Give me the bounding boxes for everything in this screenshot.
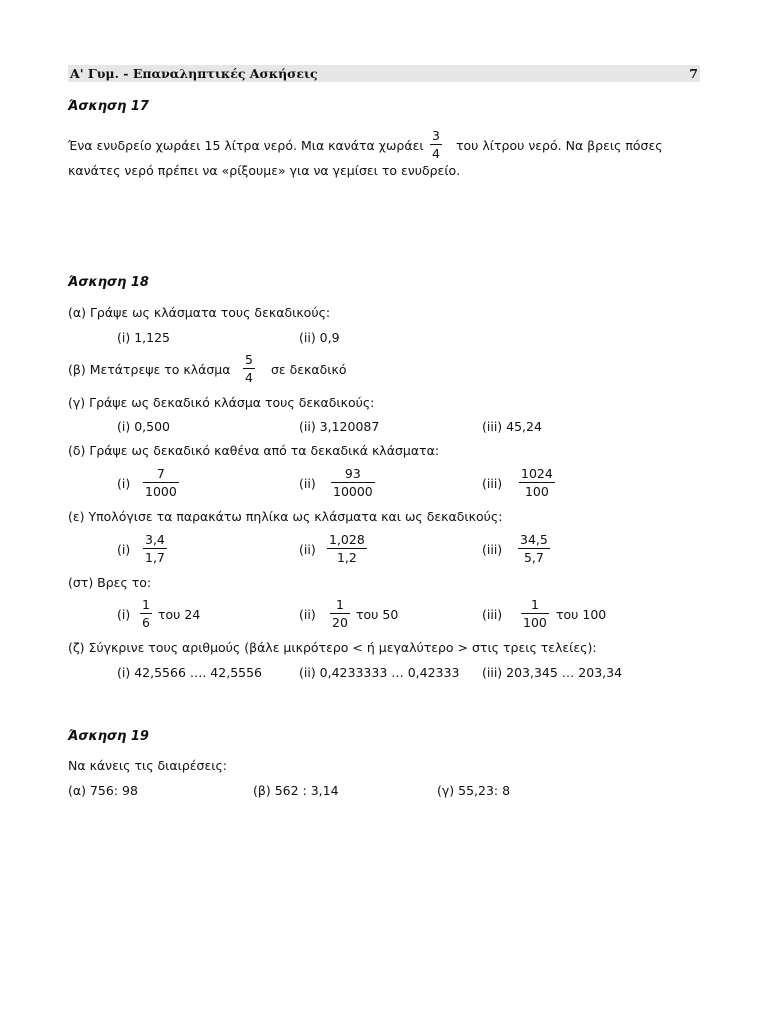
part-st-label-ii: (ii) bbox=[299, 607, 316, 622]
part-c-item-ii: (ii) 3,120087 bbox=[299, 419, 380, 434]
page-number: 7 bbox=[689, 66, 698, 81]
part-z-item-iii: (iii) 203,345 … 203,34 bbox=[482, 665, 623, 680]
part-a-item-ii: (ii) 0,9 bbox=[299, 330, 340, 345]
fraction-numerator: 7 bbox=[143, 466, 179, 483]
part-b-text-1: (β) Μετάτρεψε το κλάσμα bbox=[68, 362, 231, 377]
part-st-tail-ii: του 50 bbox=[356, 607, 399, 622]
fraction-numerator: 3,4 bbox=[145, 532, 165, 547]
exercise-17-fraction bbox=[430, 128, 442, 161]
fraction-denominator: 100 bbox=[523, 615, 547, 630]
part-e-label-iii: (iii) bbox=[482, 542, 503, 557]
part-z-instruction: (ζ) Σύγκρινε τους αριθμούς (βάλε μικρότερο < ή μεγαλύτερο > στις τρεις τελείες): bbox=[68, 640, 597, 655]
fraction-numerator: 1,028 bbox=[329, 532, 365, 547]
part-z-item-i: (i) 42,5566 …. 42,5556 bbox=[117, 665, 263, 680]
fraction-numerator: 1 bbox=[521, 597, 549, 614]
part-e-fraction-ii bbox=[327, 532, 367, 565]
part-d-fraction-ii bbox=[331, 466, 375, 499]
fraction-numerator: 3 bbox=[432, 128, 440, 143]
part-c-item-i: (i) 0,500 bbox=[117, 419, 170, 434]
fraction-denominator: 1,7 bbox=[145, 550, 165, 565]
part-b-text-2: σε δεκαδικό bbox=[271, 362, 347, 377]
fraction-numerator: 1 bbox=[142, 597, 150, 612]
part-d-fraction-i bbox=[143, 466, 179, 499]
fraction-numerator: 1024 bbox=[521, 466, 553, 481]
exercise-19-instruction: Να κάνεις τις διαιρέσεις: bbox=[68, 758, 228, 773]
fraction-numerator: 93 bbox=[331, 466, 375, 483]
fraction-denominator: 4 bbox=[245, 370, 253, 385]
part-e-fraction-iii bbox=[518, 532, 550, 565]
exercise-17-text-part2: του λίτρου νερό. Να βρεις πόσες bbox=[456, 138, 663, 153]
part-st-instruction: (στ) Βρες το: bbox=[68, 575, 152, 590]
part-st-fraction-ii bbox=[330, 597, 350, 630]
part-e-label-i: (i) bbox=[117, 542, 131, 557]
part-d-fraction-iii bbox=[519, 466, 555, 499]
fraction-numerator: 5 bbox=[245, 352, 253, 367]
fraction-denominator: 1,2 bbox=[336, 550, 357, 565]
part-d-label-i: (i) bbox=[117, 476, 131, 491]
fraction-denominator: 20 bbox=[332, 615, 348, 630]
part-d-instruction: (δ) Γράψε ως δεκαδικό καθένα από τα δεκαδικά κλάσματα: bbox=[68, 443, 440, 458]
exercise-19-item-b: (β) 562 : 3,14 bbox=[253, 783, 339, 798]
part-st-tail-i: του 24 bbox=[158, 607, 201, 622]
exercise-17-text-part1: Ένα ενυδρείο χωράει 15 λίτρα νερό. Μια κανάτα χωράει bbox=[68, 138, 424, 153]
part-a-item-i: (i) 1,125 bbox=[117, 330, 170, 345]
part-d-label-ii: (ii) bbox=[299, 476, 316, 491]
part-e-fraction-i bbox=[143, 532, 167, 565]
part-c-item-iii: (iii) 45,24 bbox=[482, 419, 542, 434]
fraction-denominator: 5,7 bbox=[523, 550, 544, 565]
part-st-tail-iii: του 100 bbox=[556, 607, 607, 622]
exercise-19-heading: Άσκηση 19 bbox=[68, 729, 149, 744]
part-c-instruction: (γ) Γράψε ως δεκαδικό κλάσμα τους δεκαδικούς: bbox=[68, 395, 375, 410]
fraction-denominator: 6 bbox=[142, 615, 150, 630]
exercise-18-heading: Άσκηση 18 bbox=[68, 275, 149, 290]
part-d-label-iii: (iii) bbox=[482, 476, 503, 491]
fraction-numerator: 34,5 bbox=[520, 532, 548, 547]
part-st-fraction-i bbox=[140, 597, 152, 630]
exercise-17-heading: Άσκηση 17 bbox=[68, 99, 149, 114]
part-st-label-iii: (iii) bbox=[482, 607, 503, 622]
fraction-denominator: 1000 bbox=[145, 484, 177, 499]
part-st-fraction-iii bbox=[521, 597, 549, 630]
exercise-17-text-line2: κανάτες νερό πρέπει να «ρίξουμε» για να γεμίσει το ενυδρείο. bbox=[68, 163, 461, 178]
part-e-instruction: (ε) Υπολόγισε τα παρακάτω πηλίκα ως κλάσματα και ως δεκαδικούς: bbox=[68, 509, 503, 524]
fraction-denominator: 4 bbox=[432, 146, 440, 161]
part-b-fraction bbox=[243, 352, 255, 385]
exercise-19-item-c: (γ) 55,23: 8 bbox=[437, 783, 511, 798]
part-st-label-i: (i) bbox=[117, 607, 131, 622]
part-e-label-ii: (ii) bbox=[299, 542, 316, 557]
fraction-denominator: 100 bbox=[524, 484, 549, 499]
part-z-item-ii: (ii) 0,4233333 … 0,42333 bbox=[299, 665, 460, 680]
page-header bbox=[68, 65, 700, 82]
header-title: Α' Γυμ. - Επαναληπτικές Ασκήσεις bbox=[70, 66, 318, 81]
exercise-19-item-a: (α) 756: 98 bbox=[68, 783, 138, 798]
part-a-instruction: (α) Γράψε ως κλάσματα τους δεκαδικούς: bbox=[68, 305, 331, 320]
fraction-denominator: 10000 bbox=[333, 484, 373, 499]
fraction-numerator: 1 bbox=[330, 597, 350, 614]
